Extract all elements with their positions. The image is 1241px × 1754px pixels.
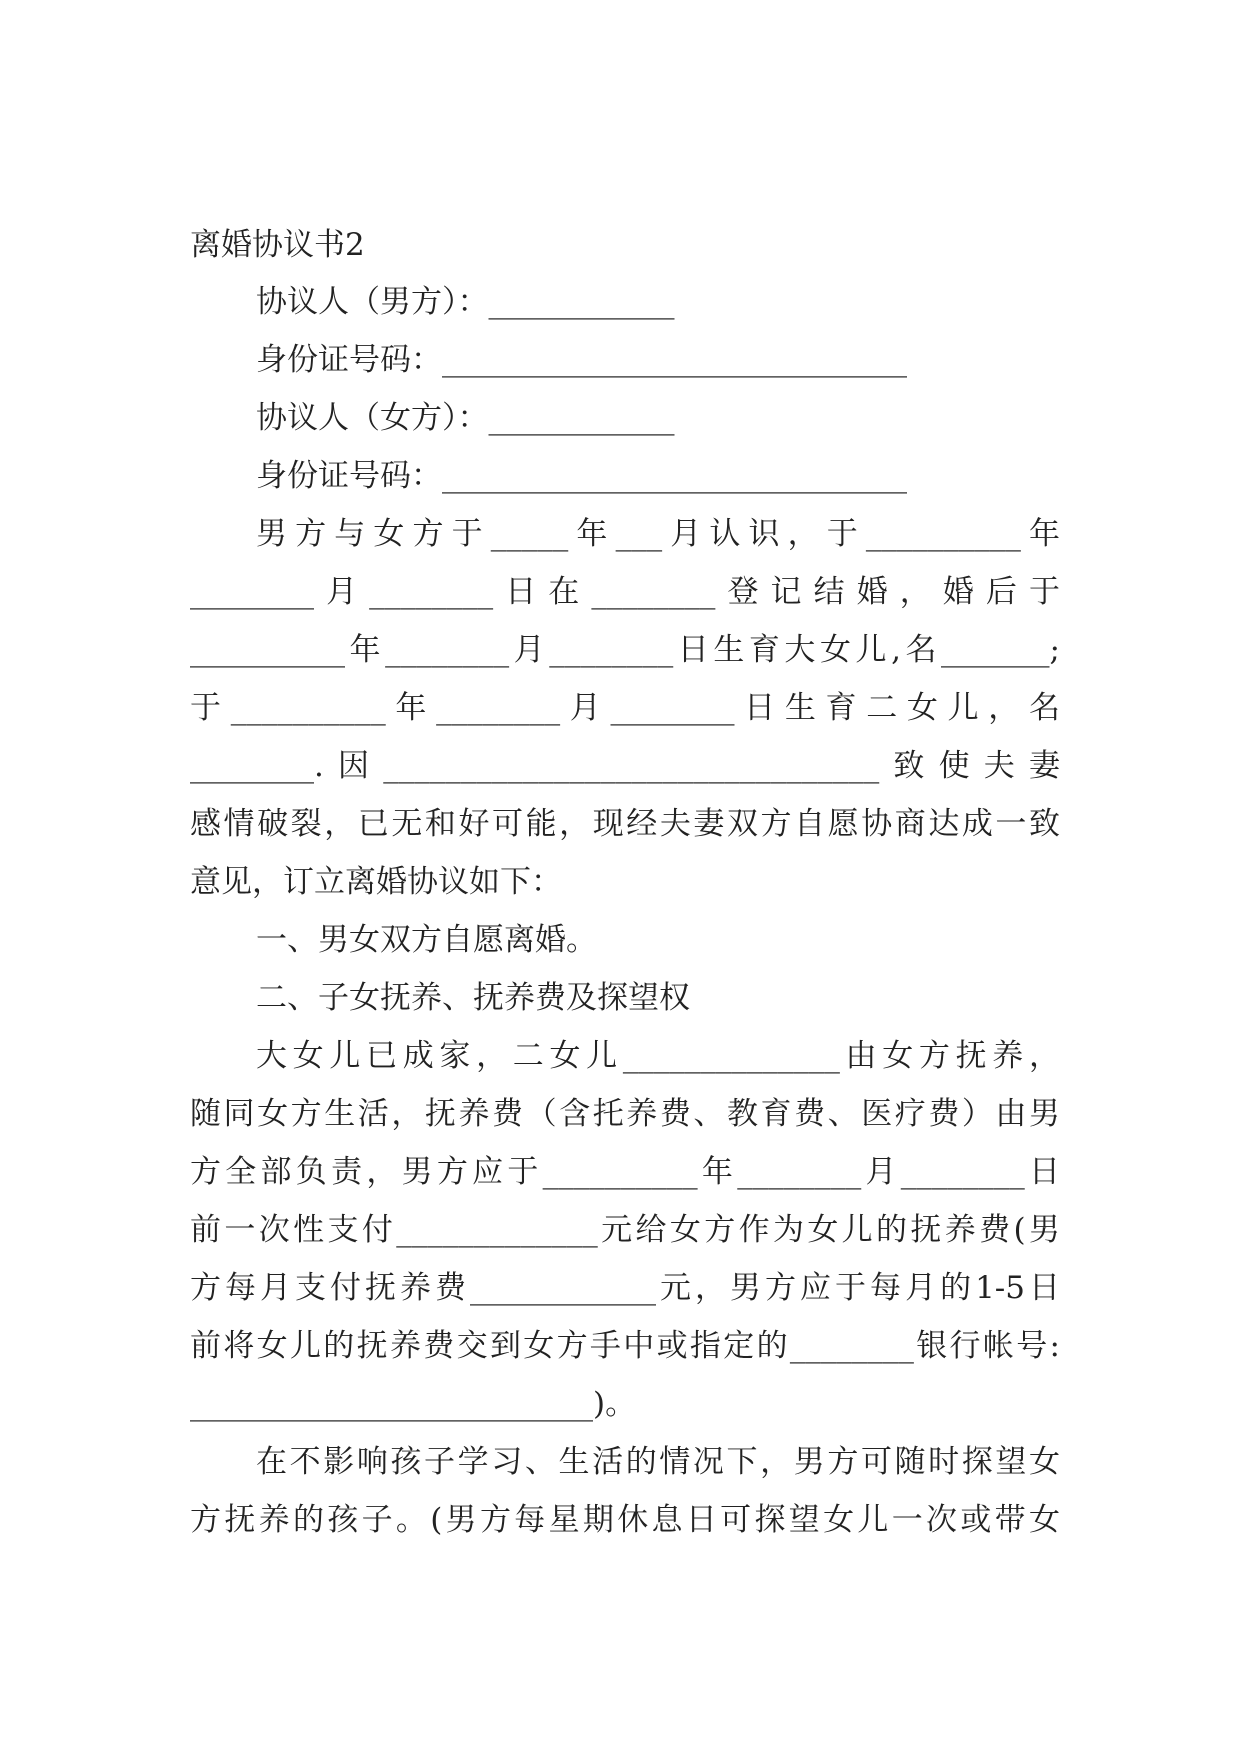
body-line: 方每月支付抚养费____________元，男方应于每月的1-5日	[190, 1270, 1060, 1306]
male-id-line: 身份证号码：______________________________	[256, 342, 907, 378]
body-line: 前将女儿的抚养费交到女方手中或指定的________银行帐号:	[190, 1328, 1060, 1364]
body-line: 于__________年________月________日生育二女儿，名	[190, 690, 1060, 726]
body-line: ________月________日在________登记结婚，婚后于	[190, 574, 1060, 610]
body-line: 前一次性支付_____________元给女方作为女儿的抚养费(男	[190, 1212, 1060, 1248]
body-line: 感情破裂，已无和好可能，现经夫妻双方自愿协商达成一致	[190, 806, 1060, 842]
body-line: 方全部负责，男方应于__________年________月________日	[190, 1154, 1060, 1190]
body-line: 在不影响孩子学习、生活的情况下，男方可随时探望女	[256, 1444, 1060, 1480]
female-id-line: 身份证号码：______________________________	[256, 458, 907, 494]
body-line: 男方与女方于_____年___月认识，于__________年	[256, 516, 1060, 552]
body-line: 意见，订立离婚协议如下：	[190, 864, 562, 900]
document-title: 离婚协议书2	[190, 227, 365, 263]
body-line: ________.因________________________________致使夫妻	[190, 748, 1060, 784]
body-line: 大女儿已成家，二女儿______________由女方抚养，	[256, 1038, 1060, 1074]
female-party-line: 协议人（女方）：____________	[256, 400, 675, 436]
body-line: 方抚养的孩子。(男方每星期休息日可探望女儿一次或带女	[190, 1502, 1060, 1538]
clause-two-heading: 二、子女抚养、抚养费及探望权	[256, 980, 690, 1016]
body-line: 随同女方生活，抚养费（含托养费、教育费、医疗费）由男	[190, 1096, 1060, 1132]
body-line: __________年________月________日生育大女儿,名_______;	[190, 632, 1060, 668]
male-party-line: 协议人（男方）：____________	[256, 284, 675, 320]
clause-one: 一、男女双方自愿离婚。	[256, 922, 597, 958]
body-line: __________________________)。	[190, 1386, 637, 1422]
